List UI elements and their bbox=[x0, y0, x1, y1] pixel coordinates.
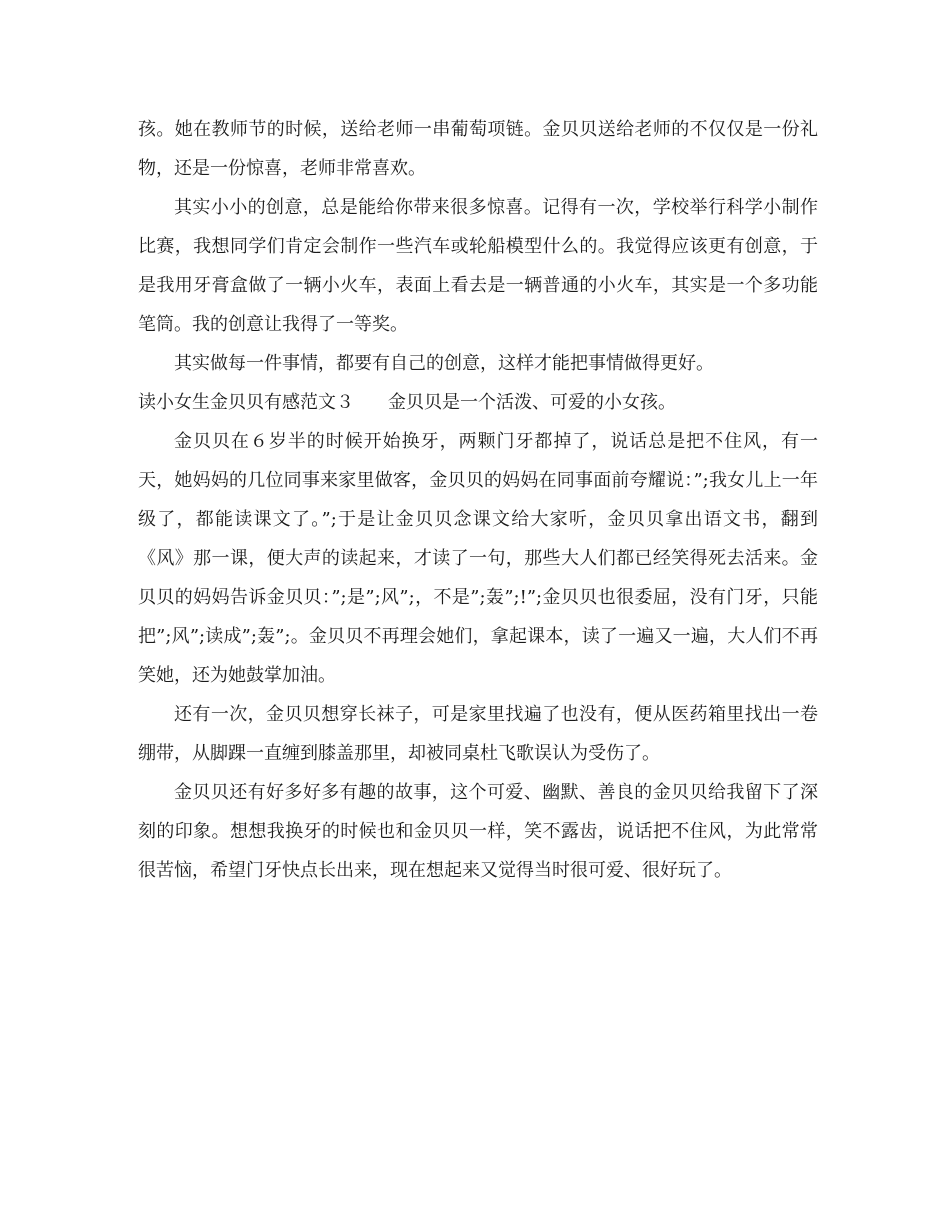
paragraph-2: 其实小小的创意，总是能给你带来很多惊喜。记得有一次，学校举行科学小制作比赛，我想同学们肯定会制作一些汽车或轮船模型什么的。我觉得应该更有创意，于是我用牙膏盒做了一辆小火车，表面上看去是一辆普通的小火车，其实是一个多功能笔筒。我的创意让我得了一等奖。 bbox=[138, 197, 818, 335]
document-body bbox=[138, 110, 818, 890]
paragraph-4: 金贝贝在６岁半的时候开始换牙，两颗门牙都掉了，说话总是把不住风，有一天，她妈妈的几位同事来家里做客，金贝贝的妈妈在同事面前夸耀说：”;我女儿上一年级了，都能读课文了。”;于是让金贝贝念课文给大家听，金贝贝拿出语文书，翻到《风》那一课，便大声的读起来，才读了一句，那些大人们都已经笑得死去活来。金贝贝的妈妈告诉金贝贝：”;是”;风”;，不是”;轰”;!”;金贝贝也很委屈，没有门牙，只能把”;风”;读成”;轰”;。金贝贝不再理会她们，拿起课本，读了一遍又一遍，大人们不再笑她，还为她鼓掌加油。 bbox=[138, 431, 818, 686]
section-title: 读小女生金贝贝有感范文３ bbox=[138, 392, 354, 413]
paragraph-6: 金贝贝还有好多好多有趣的故事，这个可爱、幽默、善良的金贝贝给我留下了深刻的印象。想想我换牙的时候也和金贝贝一样，笑不露齿，说话把不住风，为此常常很苦恼，希望门牙快点长出来，现在想起来又觉得当时很可爱、很好玩了。 bbox=[138, 782, 818, 881]
section-lead: 金贝贝是一个活泼、可爱的小女孩。 bbox=[388, 392, 676, 413]
paragraph-1: 孩。她在教师节的时候，送给老师一串葡萄项链。金贝贝送给老师的不仅仅是一份礼物，还是一份惊喜，老师非常喜欢。 bbox=[138, 119, 818, 179]
paragraph-5: 还有一次，金贝贝想穿长袜子，可是家里找遍了也没有，便从医药箱里找出一卷绷带，从脚踝一直缠到膝盖那里，却被同桌杜飞歌误认为受伤了。 bbox=[138, 704, 818, 764]
section-heading bbox=[138, 383, 818, 422]
paragraph-3: 其实做每一件事情，都要有自己的创意，这样才能把事情做得更好。 bbox=[174, 353, 714, 374]
